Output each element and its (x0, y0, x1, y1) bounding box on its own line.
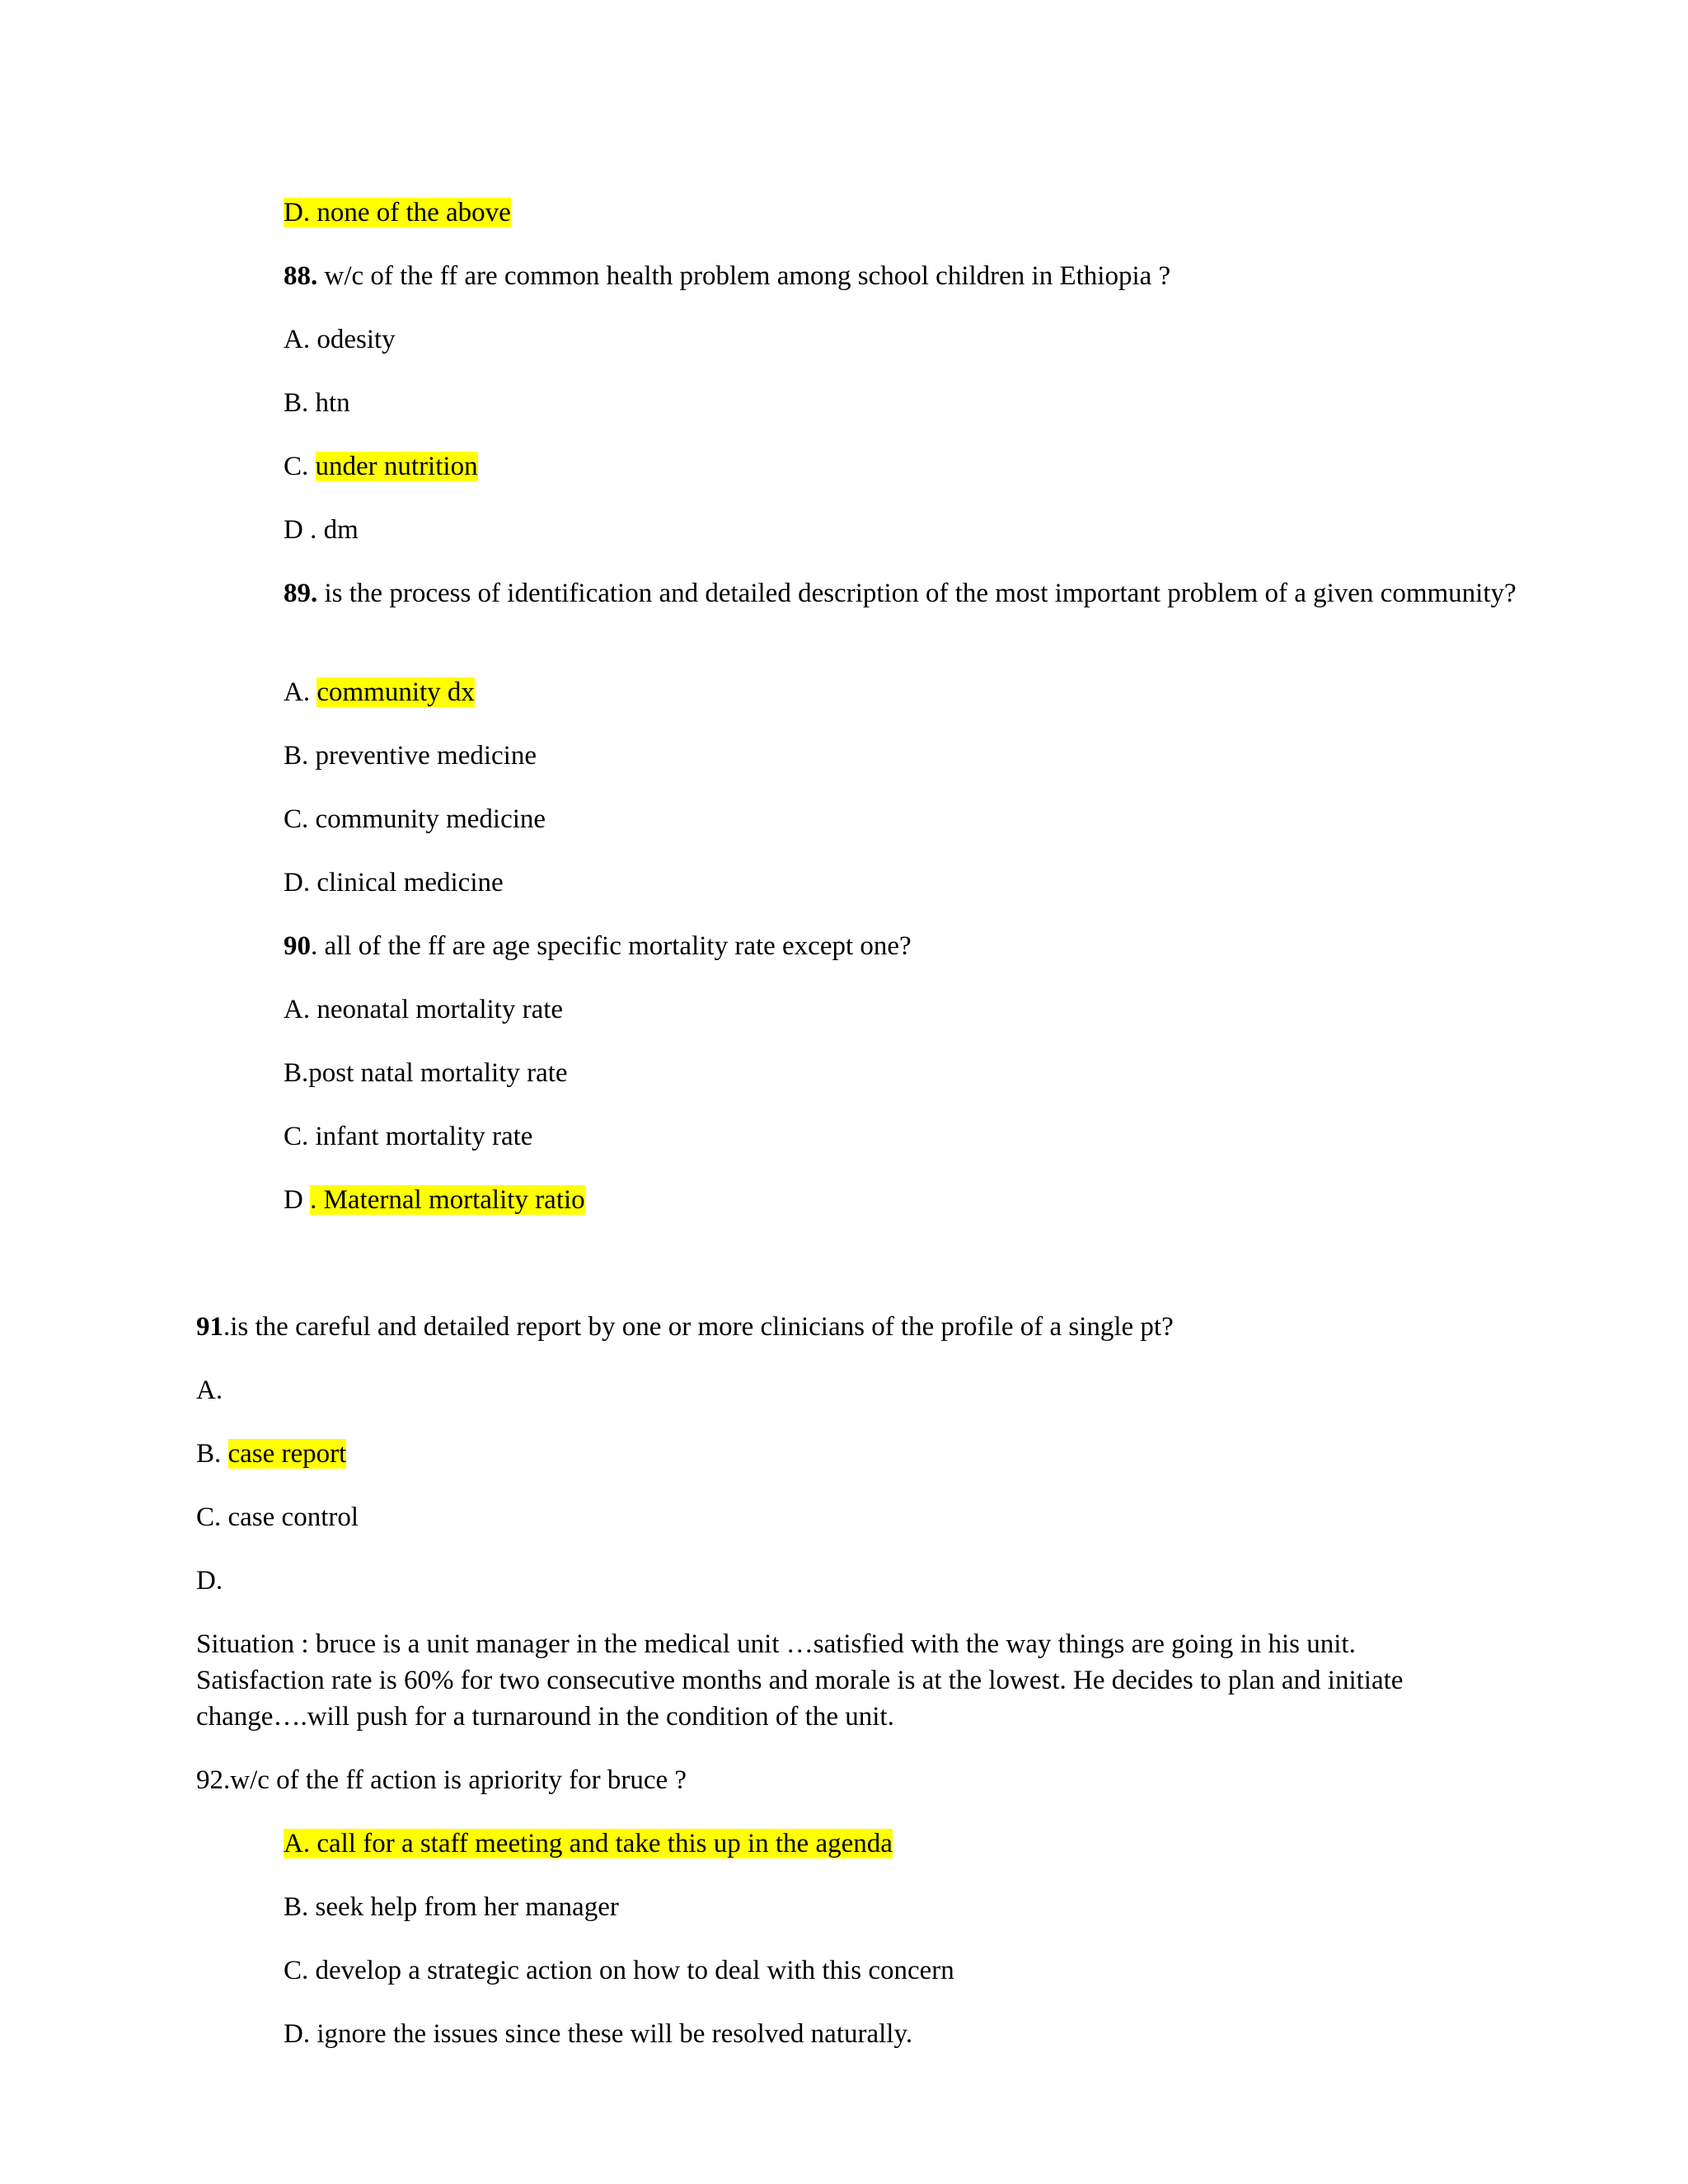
q92-option-b: B. seek help from her manager (284, 1892, 619, 1922)
question-number: 91 (196, 1312, 223, 1342)
q90-question (284, 928, 912, 964)
q90-option-a: A. neonatal mortality rate (284, 995, 564, 1024)
q91-question (196, 1309, 1174, 1345)
q92-option-a (284, 1825, 893, 1862)
question-number: 90 (284, 931, 311, 961)
highlighted-answer: case report (227, 1439, 347, 1469)
q89-question (284, 575, 1520, 612)
q89-option-a (284, 674, 475, 710)
q91-option-c: C. case control (196, 1502, 359, 1532)
q91-option-b (196, 1436, 346, 1472)
q88-option-b: B. htn (284, 388, 350, 418)
highlighted-answer: . Maternal mortality ratio (310, 1185, 585, 1215)
q88-option-c (284, 448, 478, 485)
option-prefix: A. (284, 677, 317, 707)
option-prefix: C. (284, 452, 316, 481)
situation-line-3: change….will push for a turnaround in the condition of the unit. (196, 1702, 894, 1732)
highlighted-answer: community dx (316, 677, 475, 707)
q87-option-d (284, 194, 511, 231)
situation-line-1: Situation : bruce is a unit manager in the medical unit …satisfied with the way things are going in his unit. (196, 1629, 1356, 1659)
q88-option-d: D . dm (284, 515, 359, 545)
highlighted-answer: A. call for a staff meeting and take this up in the agenda (284, 1829, 893, 1858)
question-text: .is the careful and detailed report by one or more clinicians of the profile of a single pt? (223, 1312, 1174, 1342)
q89-option-c: C. community medicine (284, 804, 546, 834)
q90-option-b: B.post natal mortality rate (284, 1058, 568, 1088)
q88-option-a: A. odesity (284, 325, 396, 354)
option-prefix: D (284, 1185, 311, 1215)
q91-option-a: A. (196, 1376, 223, 1405)
q90-option-d (284, 1182, 585, 1218)
q89-option-d: D. clinical medicine (284, 868, 504, 898)
question-text: . all of the ff are age specific mortality rate except one? (311, 931, 912, 961)
highlighted-answer: under nutrition (315, 452, 478, 481)
highlighted-answer: D. none of the above (284, 198, 511, 227)
q91-option-d: D. (196, 1566, 223, 1596)
question-number: 88. (284, 261, 318, 291)
question-text: is the process of identification and detailed description of the most important problem of a given community? (317, 579, 1517, 608)
q92-option-c: C. develop a strategic action on how to deal with this concern (284, 1956, 954, 1985)
q88-question (284, 258, 1170, 294)
q89-option-b: B. preventive medicine (284, 741, 537, 771)
q92-question: 92.w/c of the ff action is apriority for bruce ? (196, 1765, 687, 1795)
q90-option-c: C. infant mortality rate (284, 1122, 533, 1151)
q92-option-d: D. ignore the issues since these will be resolved naturally. (284, 2019, 913, 2049)
option-prefix: B. (196, 1439, 228, 1469)
question-number: 89. (284, 579, 318, 608)
question-text: w/c of the ff are common health problem among school children in Ethiopia ? (317, 261, 1171, 291)
situation-line-2: Satisfaction rate is 60% for two consecutive months and morale is at the lowest. He decides to plan and initiate (196, 1666, 1404, 1695)
